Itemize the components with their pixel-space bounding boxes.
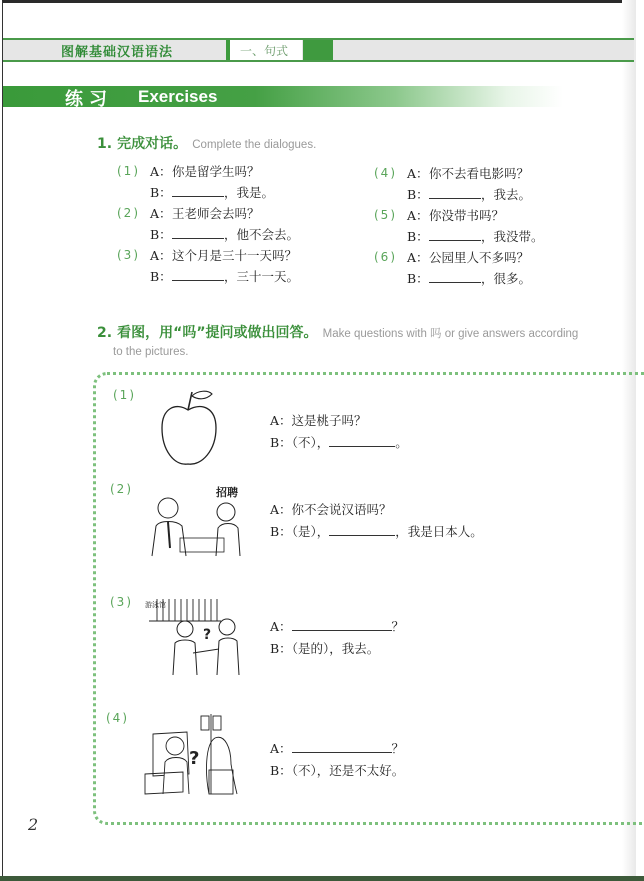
answer-text: ，他不会去。 (224, 227, 300, 242)
answer-blank[interactable] (172, 268, 224, 281)
item-index: (5) (374, 208, 397, 222)
question-text: 你不去看电影吗？ (429, 166, 530, 181)
item-index: (2) (117, 206, 140, 220)
item-index: (2) (110, 482, 133, 496)
item-index: (4) (374, 166, 397, 180)
answer-text: ，我没带。 (481, 229, 544, 244)
job-interview-illustration (146, 486, 246, 558)
sign-text: 招聘 (216, 486, 238, 499)
item-index: (4) (106, 711, 129, 725)
answer-blank[interactable] (329, 523, 395, 536)
banner-title-en: Exercises (138, 87, 218, 106)
speaker-b: B： (270, 524, 292, 539)
answer-text: （不），还是不太好。 (291, 763, 405, 778)
speaker-a: A： (270, 413, 292, 428)
section-title-en: Make questions with 吗 or give answers according (322, 328, 579, 340)
speaker-b: B： (150, 185, 172, 200)
speaker-a: A： (407, 208, 429, 223)
question-text: 你是留学生吗？ (172, 164, 260, 179)
question-suffix: ？ (391, 741, 405, 756)
swimming-pool-illustration (145, 595, 250, 675)
item-index: (6) (374, 250, 397, 264)
section-title-zh: 看图，用“吗”提问或做出回答。 (117, 325, 318, 341)
speaker-b: B： (150, 227, 172, 242)
chapter-tab (226, 40, 302, 60)
question-text: 你不会说汉语吗？ (291, 502, 392, 517)
banner-title-zh: 练习 (65, 89, 113, 110)
hospital-visit-illustration (143, 714, 248, 796)
section-2-title (97, 322, 617, 342)
question-blank[interactable] (292, 740, 392, 753)
section-number: 1. (97, 136, 113, 152)
running-header (3, 38, 634, 62)
answer-text: （是的），我去。 (291, 641, 380, 656)
item-index: (1) (117, 164, 140, 178)
answer-text: ，我去。 (481, 187, 532, 202)
question-text: 你没带书吗？ (429, 208, 505, 223)
answer-prefix: （是）， (291, 524, 330, 539)
qa-block (270, 738, 404, 782)
answer-text: ，很多。 (481, 271, 532, 286)
item-index: (3) (110, 595, 133, 609)
qa-block (270, 410, 408, 454)
apple-illustration (158, 388, 220, 468)
speaker-a: A： (407, 250, 429, 265)
answer-blank[interactable] (172, 184, 224, 197)
speaker-b: B： (407, 187, 429, 202)
speaker-b: B： (407, 271, 429, 286)
answer-suffix: ，我是日本人。 (395, 524, 483, 539)
answer-prefix: （不）， (291, 435, 330, 450)
speaker-b: B： (270, 435, 292, 450)
speaker-b: B： (407, 229, 429, 244)
header-accent-block (303, 40, 333, 60)
question-text: 这是桃子吗？ (291, 413, 367, 428)
question-blank[interactable] (292, 618, 392, 631)
svg-text:?: ? (189, 748, 200, 769)
answer-text: ，三十一天。 (224, 269, 300, 284)
qa-block (270, 499, 483, 543)
speaker-a: A： (270, 741, 292, 756)
book-title: 图解基础汉语语法 (61, 45, 174, 60)
answer-blank[interactable] (172, 226, 224, 239)
speaker-b: B： (270, 763, 292, 778)
question-text: 公园里人不多吗？ (429, 250, 530, 265)
speaker-a: A： (150, 206, 172, 221)
answer-blank[interactable] (429, 186, 481, 199)
speaker-b: B： (270, 641, 292, 656)
speaker-a: A： (150, 248, 172, 263)
speaker-a: A： (150, 164, 172, 179)
item-index: (1) (113, 388, 136, 402)
item-index: (3) (117, 248, 140, 262)
question-suffix: ？ (391, 619, 405, 634)
sign-text: 游泳馆 (145, 601, 166, 609)
section-1-title (97, 133, 316, 153)
answer-suffix: 。 (395, 435, 408, 450)
qa-block (270, 616, 404, 660)
speaker-a: A： (407, 166, 429, 181)
speaker-a: A： (270, 502, 292, 517)
section-title-en-cont: to the pictures. (113, 346, 189, 358)
bottom-edge (0, 876, 644, 881)
svg-text:?: ? (203, 627, 212, 643)
section-title-en: Complete the dialogues. (192, 139, 317, 151)
speaker-a: A： (270, 619, 292, 634)
answer-blank[interactable] (429, 228, 481, 241)
question-text: 这个月是三十一天吗？ (172, 248, 298, 263)
exercises-banner (3, 86, 563, 110)
page-number: 2 (28, 815, 39, 834)
speaker-b: B： (150, 269, 172, 284)
answer-blank[interactable] (429, 270, 481, 283)
answer-text: ，我是。 (224, 185, 275, 200)
chapter-label: 一、句式 (240, 44, 289, 58)
answer-blank[interactable] (329, 434, 395, 447)
section-number: 2. (97, 325, 113, 341)
question-text: 王老师会去吗？ (172, 206, 260, 221)
section-2-title-cont (113, 340, 188, 359)
section-title-zh: 完成对话。 (117, 136, 188, 152)
